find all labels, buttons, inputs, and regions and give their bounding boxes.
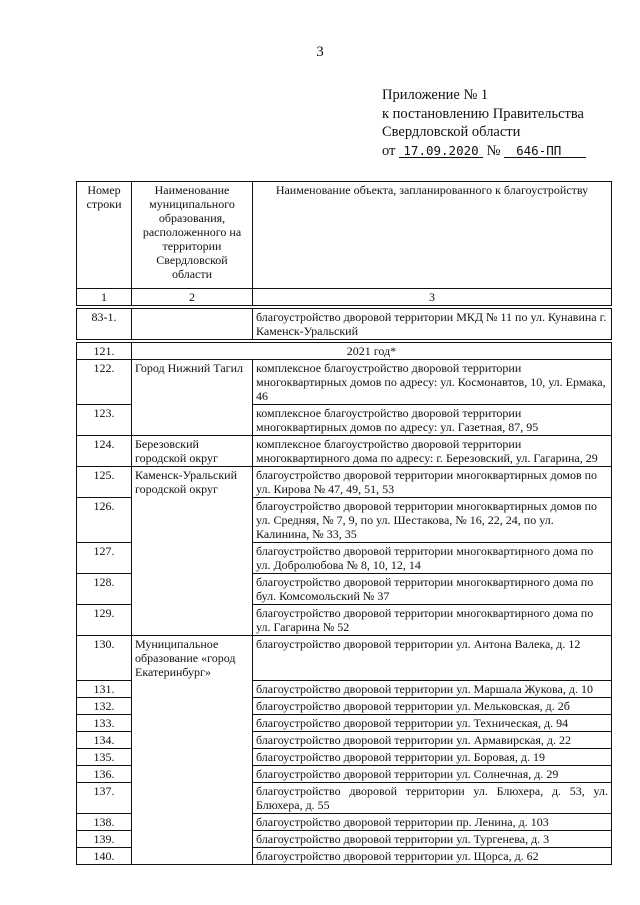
object-cell: благоустройство дворовой территории многоквартирных домов по ул. Средняя, № 7, 9, по ул. Шестакова, № 16, 22, 24, по ул. Калинина, № 33, 35 [253, 498, 612, 543]
municipality-name: Муниципальное образование «город Екатеринбург» [135, 637, 236, 679]
table-row [77, 436, 612, 467]
municipality-cell [132, 309, 253, 340]
header-municipality: Наименование муниципального образования, расположенного на территории Свердловской области [132, 182, 253, 289]
municipality-cell [132, 731, 253, 748]
table-row [77, 714, 612, 731]
object-cell: благоустройство дворовой территории ул. Техническая, д. 94 [253, 714, 612, 731]
appendix-date-line [382, 142, 586, 161]
municipality-cell [132, 636, 253, 681]
municipality-cell [132, 543, 253, 574]
row-number: 139. [77, 830, 132, 847]
municipality-cell [132, 765, 253, 782]
municipality-cell [132, 574, 253, 605]
row-number: 122. [77, 360, 132, 405]
table-row [77, 782, 612, 813]
table-row [77, 574, 612, 605]
decree-date: 17.09.2020 [399, 144, 483, 158]
row-number: 126. [77, 498, 132, 543]
object-cell: комплексное благоустройство дворовой территории многоквартирных домов по адресу: ул. Космонавтов, 10, ул. Ермака, 46 [253, 360, 612, 405]
index-2: 2 [132, 289, 253, 306]
table-row [77, 680, 612, 697]
table-row [77, 847, 612, 864]
row-number: 83-1. [77, 309, 132, 340]
index-row [77, 289, 612, 306]
municipality-cell [132, 405, 253, 436]
municipality-cell [132, 847, 253, 864]
object-cell: благоустройство дворовой территории ул. Солнечная, д. 29 [253, 765, 612, 782]
row-number: 129. [77, 605, 132, 636]
header-row-number: Номер строки [77, 182, 132, 289]
page-number: 3 [316, 44, 324, 60]
table-row [77, 748, 612, 765]
row-number: 137. [77, 782, 132, 813]
object-cell: благоустройство дворовой территории ул. Боровая, д. 19 [253, 748, 612, 765]
table-row [77, 498, 612, 543]
index-1: 1 [77, 289, 132, 306]
row-number: 121. [77, 343, 132, 360]
object-cell: комплексное благоустройство дворовой территории многоквартирных домов по адресу: ул. Газетная, 87, 95 [253, 405, 612, 436]
row-number: 136. [77, 765, 132, 782]
appendix-title: Приложение № 1 [382, 87, 489, 103]
number-label: № [486, 142, 501, 159]
municipality-cell [132, 748, 253, 765]
row-number: 134. [77, 731, 132, 748]
table-row [77, 605, 612, 636]
header-object: Наименование объекта, запланированного к благоустройству [253, 182, 612, 289]
municipality-cell: Каменск-Уральский городской округ [132, 467, 253, 498]
municipality-cell [132, 697, 253, 714]
object-cell: благоустройство дворовой территории МКД № 11 по ул. Кунавина г. Каменск-Уральский [253, 309, 612, 340]
year-row [77, 343, 612, 360]
table-row [77, 467, 612, 498]
table-row [77, 636, 612, 681]
municipality-cell [132, 498, 253, 543]
table-row [77, 813, 612, 830]
object-cell: благоустройство дворовой территории ул. Маршала Жукова, д. 10 [253, 680, 612, 697]
row-number: 138. [77, 813, 132, 830]
table-row [77, 731, 612, 748]
municipality-cell [132, 813, 253, 830]
municipality-cell [132, 830, 253, 847]
object-cell: благоустройство дворовой территории ул. Мельковская, д. 2б [253, 697, 612, 714]
municipality-cell [132, 605, 253, 636]
table-row [77, 405, 612, 436]
municipality-cell: Березовский городской округ [132, 436, 253, 467]
object-cell: благоустройство дворовой территории ул. Тургенева, д. 3 [253, 830, 612, 847]
row-number: 127. [77, 543, 132, 574]
municipality-cell: Город Нижний Тагил [132, 360, 253, 405]
object-cell: благоустройство дворовой территории ул. Щорса, д. 62 [253, 847, 612, 864]
row-number: 130. [77, 636, 132, 681]
row-number: 124. [77, 436, 132, 467]
row-number: 131. [77, 680, 132, 697]
object-cell: благоустройство дворовой территории многоквартирного дома по бул. Комсомольский № 37 [253, 574, 612, 605]
table-row [77, 360, 612, 405]
table-row [77, 309, 612, 340]
table-row [77, 697, 612, 714]
appendix-decree: к постановлению Правительства [382, 105, 584, 122]
municipality-cell [132, 714, 253, 731]
table-row [77, 543, 612, 574]
municipality-cell [132, 680, 253, 697]
header-row [77, 182, 612, 289]
row-number: 128. [77, 574, 132, 605]
appendix-government: Свердловской области [382, 124, 521, 140]
object-cell: благоустройство дворовой территории ул. Армавирская, д. 22 [253, 731, 612, 748]
year-label: 2021 год* [132, 343, 612, 360]
object-cell: благоустройство дворовой территории многоквартирных домов по ул. Кирова № 47, 49, 51, 53 [253, 467, 612, 498]
index-3: 3 [253, 289, 612, 306]
table-row [77, 765, 612, 782]
from-label: от [382, 142, 396, 159]
municipality-cell [132, 782, 253, 813]
table-row [77, 830, 612, 847]
object-cell: благоустройство дворовой территории многоквартирного дома по ул. Гагарина № 52 [253, 605, 612, 636]
row-number: 133. [77, 714, 132, 731]
object-cell: благоустройство дворовой территории пр. Ленина, д. 103 [253, 813, 612, 830]
decree-number: 646-ПП [504, 144, 586, 158]
object-cell: комплексное благоустройство дворовой территории многоквартирного дома по адресу: г. Березовский, ул. Гагарина, 29 [253, 436, 612, 467]
row-number: 125. [77, 467, 132, 498]
objects-table [76, 181, 612, 865]
appendix-header [382, 86, 586, 160]
object-cell: благоустройство дворовой территории ул. Антона Валека, д. 12 [253, 636, 612, 681]
row-number: 123. [77, 405, 132, 436]
object-cell: благоустройство дворовой территории многоквартирного дома по ул. Добролюбова № 8, 10, 12, 14 [253, 543, 612, 574]
row-number: 140. [77, 847, 132, 864]
object-cell: благоустройство дворовой территории ул. Блюхера, д. 53, ул. Блюхера, д. 55 [253, 782, 612, 813]
row-number: 135. [77, 748, 132, 765]
row-number: 132. [77, 697, 132, 714]
